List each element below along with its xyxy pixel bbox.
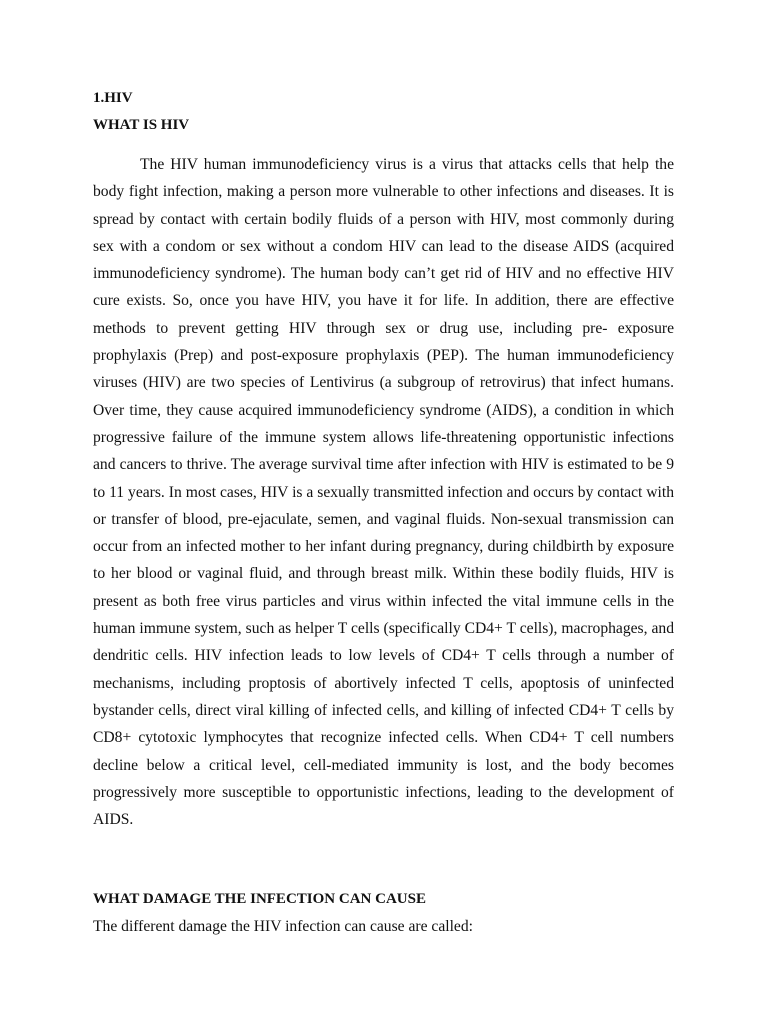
section-number-title: 1.HIV — [93, 90, 133, 106]
section-subtitle: WHAT IS HIV — [93, 117, 190, 133]
body-paragraph: The HIV human immunodeficiency virus is a virus that attacks cells that help the body fight infection, making a person more vulnerable to other infections and diseases. It is spread by contact with certain bodily fluids of a person with HIV, most commonly during sex with a condom or sex without a condom HIV can lead to the disease AIDS (acquired immunodeficiency syndrome). The human body can’t get rid of HIV and no effective HIV cure exists. So, once you have HIV, you have it for life. In addition, there are effective methods to prevent getting HIV through sex or drug use, including pre- exposure prophylaxis (Prep) and post-exposure prophylaxis (PEP). The human immunodeficiency viruses (HIV) are two species of Lentivirus (a subgroup of retrovirus) that infect humans. Over time, they cause acquired immunodeficiency syndrome (AIDS), a condition in which progressive failure of the immune system allows life-threatening opportunistic infections and cancers to thrive. The average survival time after infection with HIV is estimated to be 9 to 11 years. In most cases, HIV is a sexually transmitted infection and occurs by contact with or transfer of blood, pre-ejaculate, semen, and vaginal fluids. Non-sexual transmission can occur from an infected mother to her infant during pregnancy, during childbirth by exposure to her blood or vaginal fluid, and through breast milk. Within these bodily fluids, HIV is present as both free virus particles and virus within infected the vital immune cells in the human immune system, such as helper T cells (specifically CD4+ T cells), macrophages, and dendritic cells. HIV infection leads to low levels of CD4+ T cells through a number of mechanisms, including proptosis of abortively infected T cells, apoptosis of uninfected bystander cells, direct viral killing of infected cells, and killing of infected CD4+ T cells by CD8+ cytotoxic lymphocytes that recognize infected cells. When CD4+ T cell numbers decline below a critical level, cell-mediated immunity is lost, and the body becomes progressively more susceptible to opportunistic infections, leading to the development of AIDS. — [93, 156, 674, 829]
damage-heading: WHAT DAMAGE THE INFECTION CAN CAUSE — [93, 891, 426, 907]
damage-intro-text: The different damage the HIV infection can cause are called: — [93, 918, 473, 935]
